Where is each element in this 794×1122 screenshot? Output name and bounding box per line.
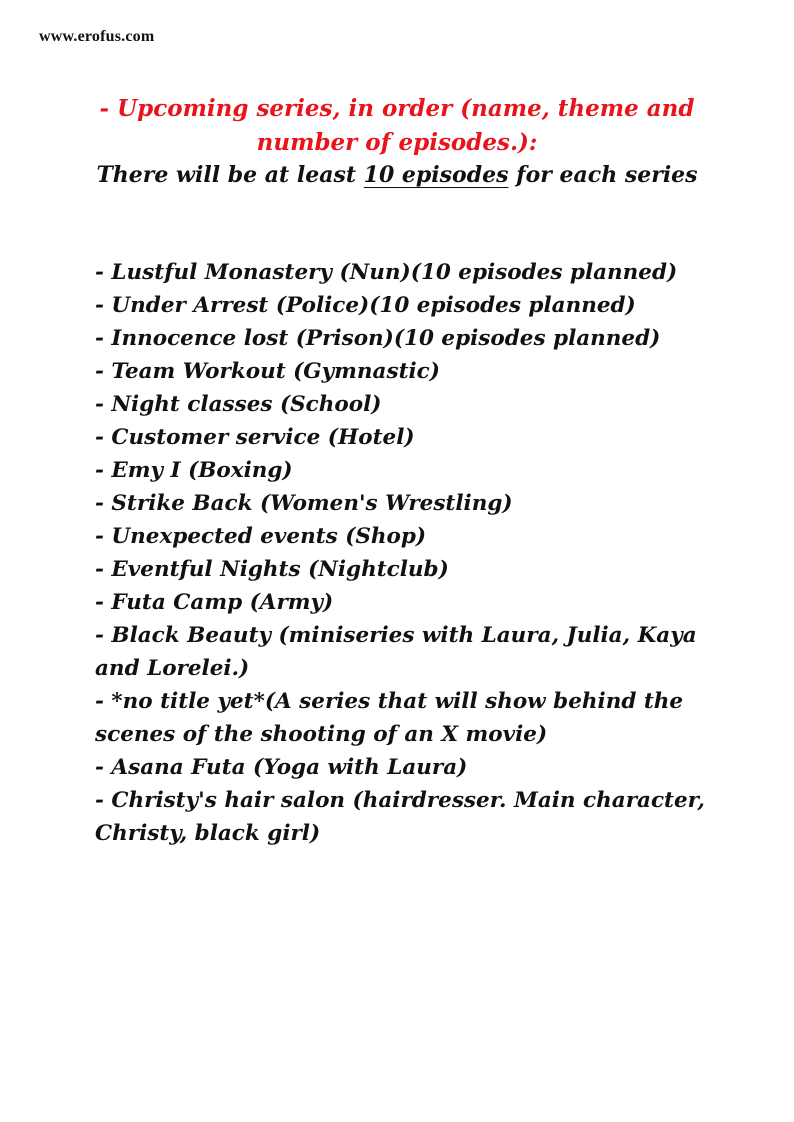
series-item: - Team Workout (Gymnastic)	[95, 359, 440, 384]
watermark-text: www.erofus.com	[39, 28, 155, 45]
series-item: - Innocence lost (Prison)(10 episodes planned)	[95, 326, 661, 351]
series-item: - Emy I (Boxing)	[95, 458, 293, 483]
series-item: - Black Beauty (miniseries with Laura, Julia, Kaya and Lorelei.)	[95, 623, 697, 681]
series-item: - Lustful Monastery (Nun)(10 episodes planned)	[95, 260, 678, 285]
episodes-note-underlined: 10 episodes	[363, 162, 509, 188]
series-list	[95, 256, 705, 850]
series-item: - Christy's hair salon (hairdresser. Main character, Christy, black girl)	[95, 788, 705, 846]
series-item: - Customer service (Hotel)	[95, 425, 415, 450]
episodes-note-before: There will be at least	[96, 162, 364, 188]
series-item: - Under Arrest (Police)(10 episodes planned)	[95, 293, 636, 318]
series-item: - Asana Futa (Yoga with Laura)	[95, 755, 468, 780]
series-item: - Strike Back (Women's Wrestling)	[95, 491, 513, 516]
series-item: - Eventful Nights (Nightclub)	[95, 557, 449, 582]
episodes-note-after: for each series	[508, 162, 698, 188]
upcoming-series-heading: - Upcoming series, in order (name, theme and number of episodes.):	[99, 95, 695, 156]
series-item: - Night classes (School)	[95, 392, 382, 417]
episodes-note	[60, 158, 734, 192]
series-item: - Unexpected events (Shop)	[95, 524, 427, 549]
series-item: - *no title yet*(A series that will show behind the scenes of the shooting of an X movie)	[95, 689, 684, 747]
series-item: - Futa Camp (Army)	[95, 590, 334, 615]
